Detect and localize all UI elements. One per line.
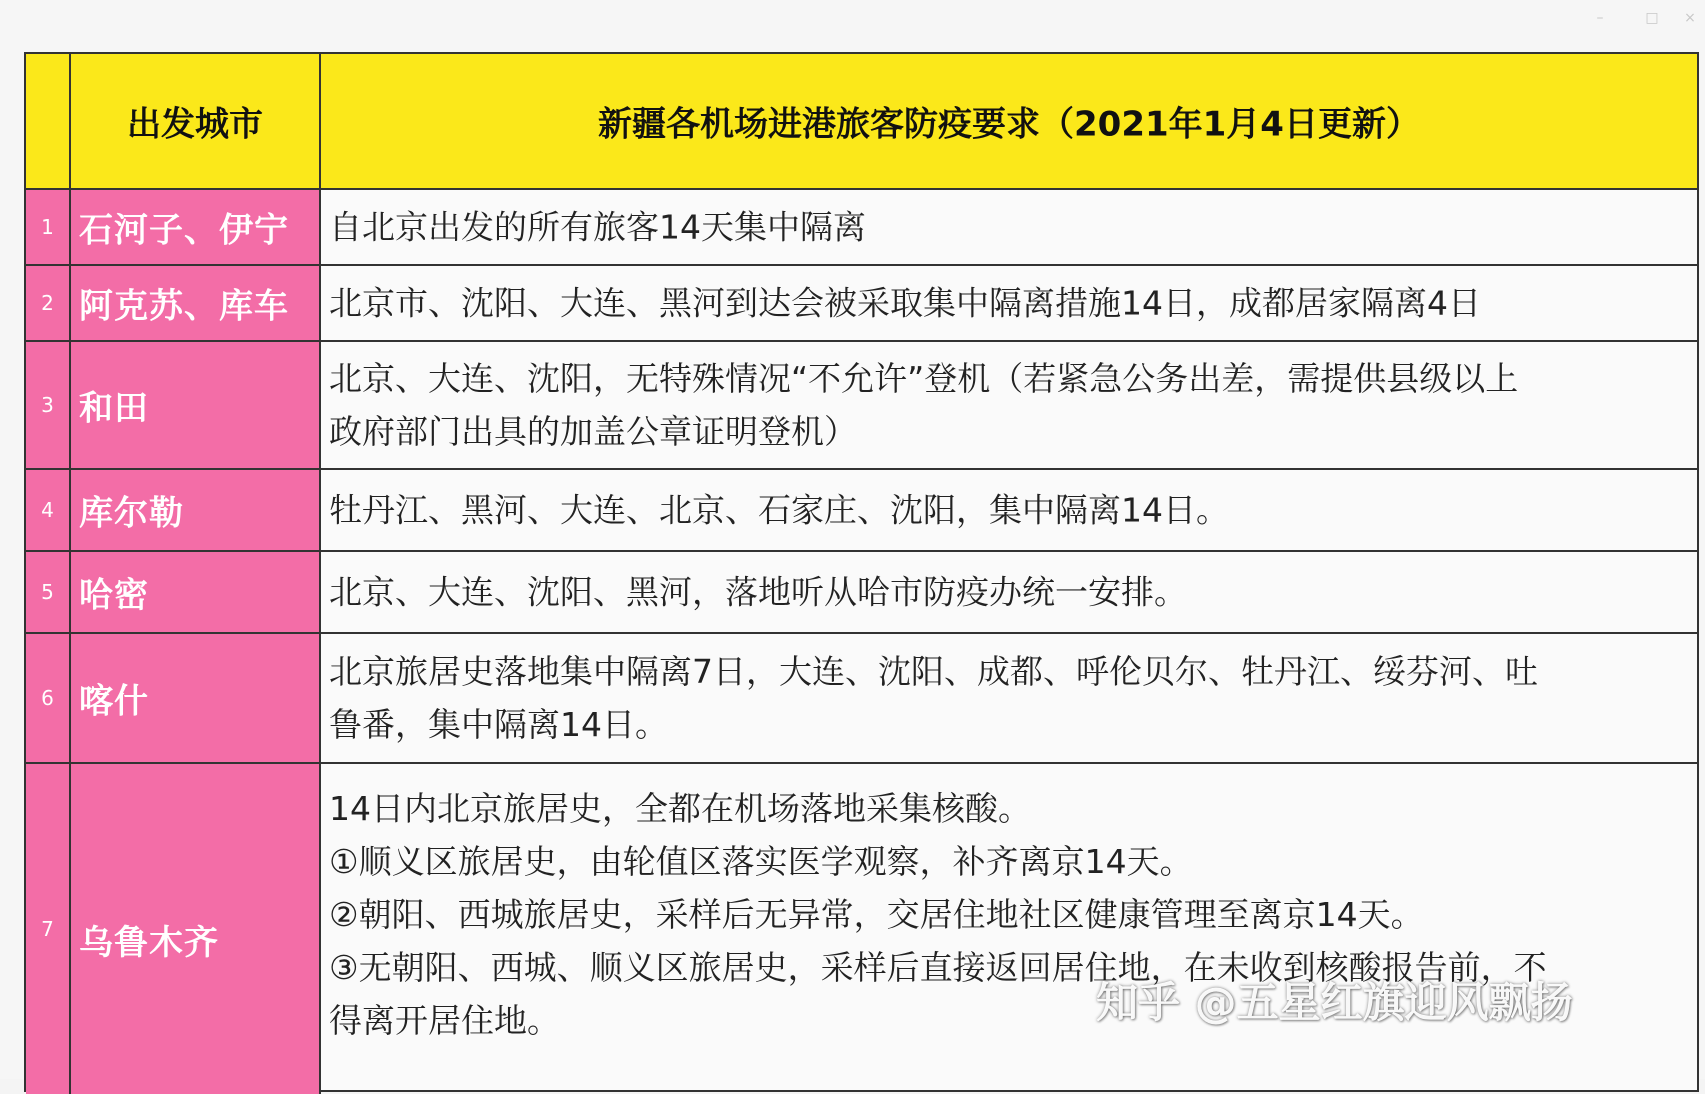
req-line: 北京、大连、沈阳，无特殊情况“不允许”登机（若紧急公务出差，需提供县级以上 [329,359,1519,398]
row-city-cell [71,190,321,264]
row-city-cell [71,552,321,632]
table-row [26,190,1697,266]
row-num-cell [26,634,71,762]
row-num: 5 [41,580,54,604]
req-line: ③无朝阳、西城、顺义区旅居史，采样后直接返回居住地，在未收到核酸报告前，不 [329,948,1547,987]
row-num-cell [26,342,71,468]
row-city: 乌鲁木齐 [79,923,219,963]
table-row [26,634,1697,764]
row-city: 哈密 [79,575,149,616]
row-city: 喀什 [79,681,149,722]
row-city-cell [71,764,321,1094]
table-row [26,764,1697,1094]
req-line: ②朝阳、西城旅居史，采样后无异常，交居住地社区健康管理至离京14天。 [329,895,1424,934]
row-city: 库尔勒 [79,493,184,534]
row-city: 石河子、伊宁 [79,210,289,251]
req-line: 北京市、沈阳、大连、黑河到达会被采取集中隔离措施14日，成都居家隔离4日 [329,283,1481,323]
row-req-cell [321,764,1697,1094]
row-req-cell [321,266,1697,340]
row-num-cell [26,470,71,550]
req-line: 北京旅居史落地集中隔离7日，大连、沈阳、成都、呼伦贝尔、牡丹江、绥芬河、吐 [329,652,1538,691]
title-bar [0,0,1705,40]
header-city-cell [71,54,321,188]
row-num: 1 [41,215,54,239]
row-num: 2 [41,291,54,315]
row-num-cell [26,266,71,340]
row-num: 3 [41,393,54,417]
row-num: 6 [41,686,54,710]
req-line: 自北京出发的所有旅客14天集中隔离 [329,207,866,247]
row-num: 7 [41,917,54,941]
req-line: 鲁番，集中隔离14日。 [329,705,668,744]
row-city-cell [71,634,321,762]
row-city-cell [71,266,321,340]
req-line: 14日内北京旅居史，全都在机场落地采集核酸。 [329,789,1031,828]
req-line: ①顺义区旅居史，由轮值区落实医学观察，补齐离京14天。 [329,842,1193,881]
row-num-cell [26,190,71,264]
header-req-label: 新疆各机场进港旅客防疫要求（2021年1月4日更新） [598,104,1420,145]
row-req-text [329,352,1687,458]
header-req-cell [321,54,1697,188]
header-city-label: 出发城市 [127,104,263,145]
req-line: 牡丹江、黑河、大连、北京、石家庄、沈阳，集中隔离14日。 [329,490,1229,530]
row-req-text [329,645,1687,751]
zhihu-watermark: 知乎 @五星红旗迎风飘扬 [1096,978,1573,1027]
row-req-text [329,484,1687,537]
maximize-icon[interactable]: □ [1645,10,1659,26]
row-req-cell [321,342,1697,468]
close-icon[interactable]: × [1684,10,1696,26]
table-header-row [26,54,1697,190]
table-row [26,342,1697,470]
table-row [26,470,1697,552]
row-city-cell [71,470,321,550]
row-city: 阿克苏、库车 [79,286,289,327]
req-line: 北京、大连、沈阳、黑河，落地听从哈市防疫办统一安排。 [329,572,1187,612]
req-line: 政府部门出具的加盖公章证明登机） [329,412,857,451]
row-req-cell [321,552,1697,632]
table-row [26,266,1697,342]
row-num: 4 [41,498,54,522]
header-num-cell [26,54,71,188]
row-req-cell [321,190,1697,264]
row-req-text [329,201,1687,254]
row-req-text [329,277,1687,330]
row-num-cell [26,764,71,1094]
row-req-cell [321,634,1697,762]
row-req-cell [321,470,1697,550]
minimize-icon[interactable]: – [1596,10,1604,26]
row-city-cell [71,342,321,468]
quarantine-table [24,52,1699,1092]
row-req-text [329,566,1687,619]
req-line: 得离开居住地。 [329,1001,560,1040]
table-row [26,552,1697,634]
row-city: 和田 [79,388,149,429]
row-num-cell [26,552,71,632]
